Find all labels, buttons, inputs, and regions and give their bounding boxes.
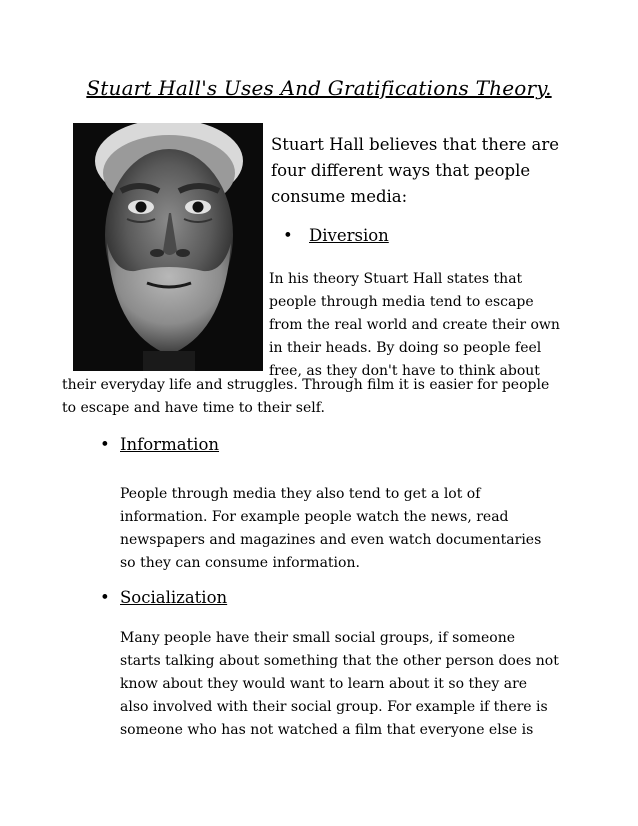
intro-line: consume media: bbox=[271, 187, 408, 206]
bullet-heading: Socialization bbox=[120, 588, 228, 607]
bullet-icon: • bbox=[100, 588, 110, 607]
paragraph-line: someone who has not watched a film that everyone else is bbox=[120, 722, 534, 738]
page-title: Stuart Hall's Uses And Gratifications Theory. bbox=[86, 76, 552, 100]
bullet-heading: Diversion bbox=[309, 226, 389, 245]
information-paragraph bbox=[120, 483, 580, 575]
paragraph-line: newspapers and magazines and even watch documentaries bbox=[120, 532, 542, 548]
paragraph-line: Many people have their small social groups, if someone bbox=[120, 630, 516, 646]
paragraph-line: from the real world and create their own bbox=[269, 317, 560, 333]
intro-line: Stuart Hall believes that there are bbox=[271, 135, 560, 154]
portrait-image bbox=[73, 123, 263, 371]
bullet-socialization bbox=[100, 588, 580, 614]
paragraph-line: so they can consume information. bbox=[120, 555, 360, 571]
diversion-paragraph-continued bbox=[62, 374, 582, 420]
paragraph-line: People through media they also tend to get a lot of bbox=[120, 486, 481, 502]
bullet-icon: • bbox=[283, 226, 293, 245]
paragraph-line: in their heads. By doing so people feel bbox=[269, 340, 542, 356]
paragraph-line: to escape and have time to their self. bbox=[62, 400, 325, 416]
paragraph-line: people through media tend to escape bbox=[269, 294, 534, 310]
portrait-photo bbox=[73, 123, 263, 371]
intro-text bbox=[271, 132, 571, 210]
paragraph-line: their everyday life and struggles. Through film it is easier for people bbox=[62, 377, 550, 393]
diversion-paragraph bbox=[269, 268, 579, 383]
paragraph-line: know about they would want to learn about it so they are bbox=[120, 676, 528, 692]
paragraph-line: information. For example people watch the news, read bbox=[120, 509, 509, 525]
bullet-icon: • bbox=[100, 435, 110, 454]
bullet-heading: Information bbox=[120, 435, 220, 454]
bullet-diversion bbox=[271, 226, 571, 252]
paragraph-line: free, as they don't have to think about bbox=[269, 363, 540, 379]
bullet-information bbox=[100, 435, 580, 461]
paragraph-line: starts talking about something that the other person does not bbox=[120, 653, 559, 669]
intro-line: four different ways that people bbox=[271, 161, 531, 180]
paragraph-line: In his theory Stuart Hall states that bbox=[269, 271, 523, 287]
paragraph-line: also involved with their social group. For example if there is bbox=[120, 699, 548, 715]
socialization-paragraph bbox=[120, 627, 590, 742]
